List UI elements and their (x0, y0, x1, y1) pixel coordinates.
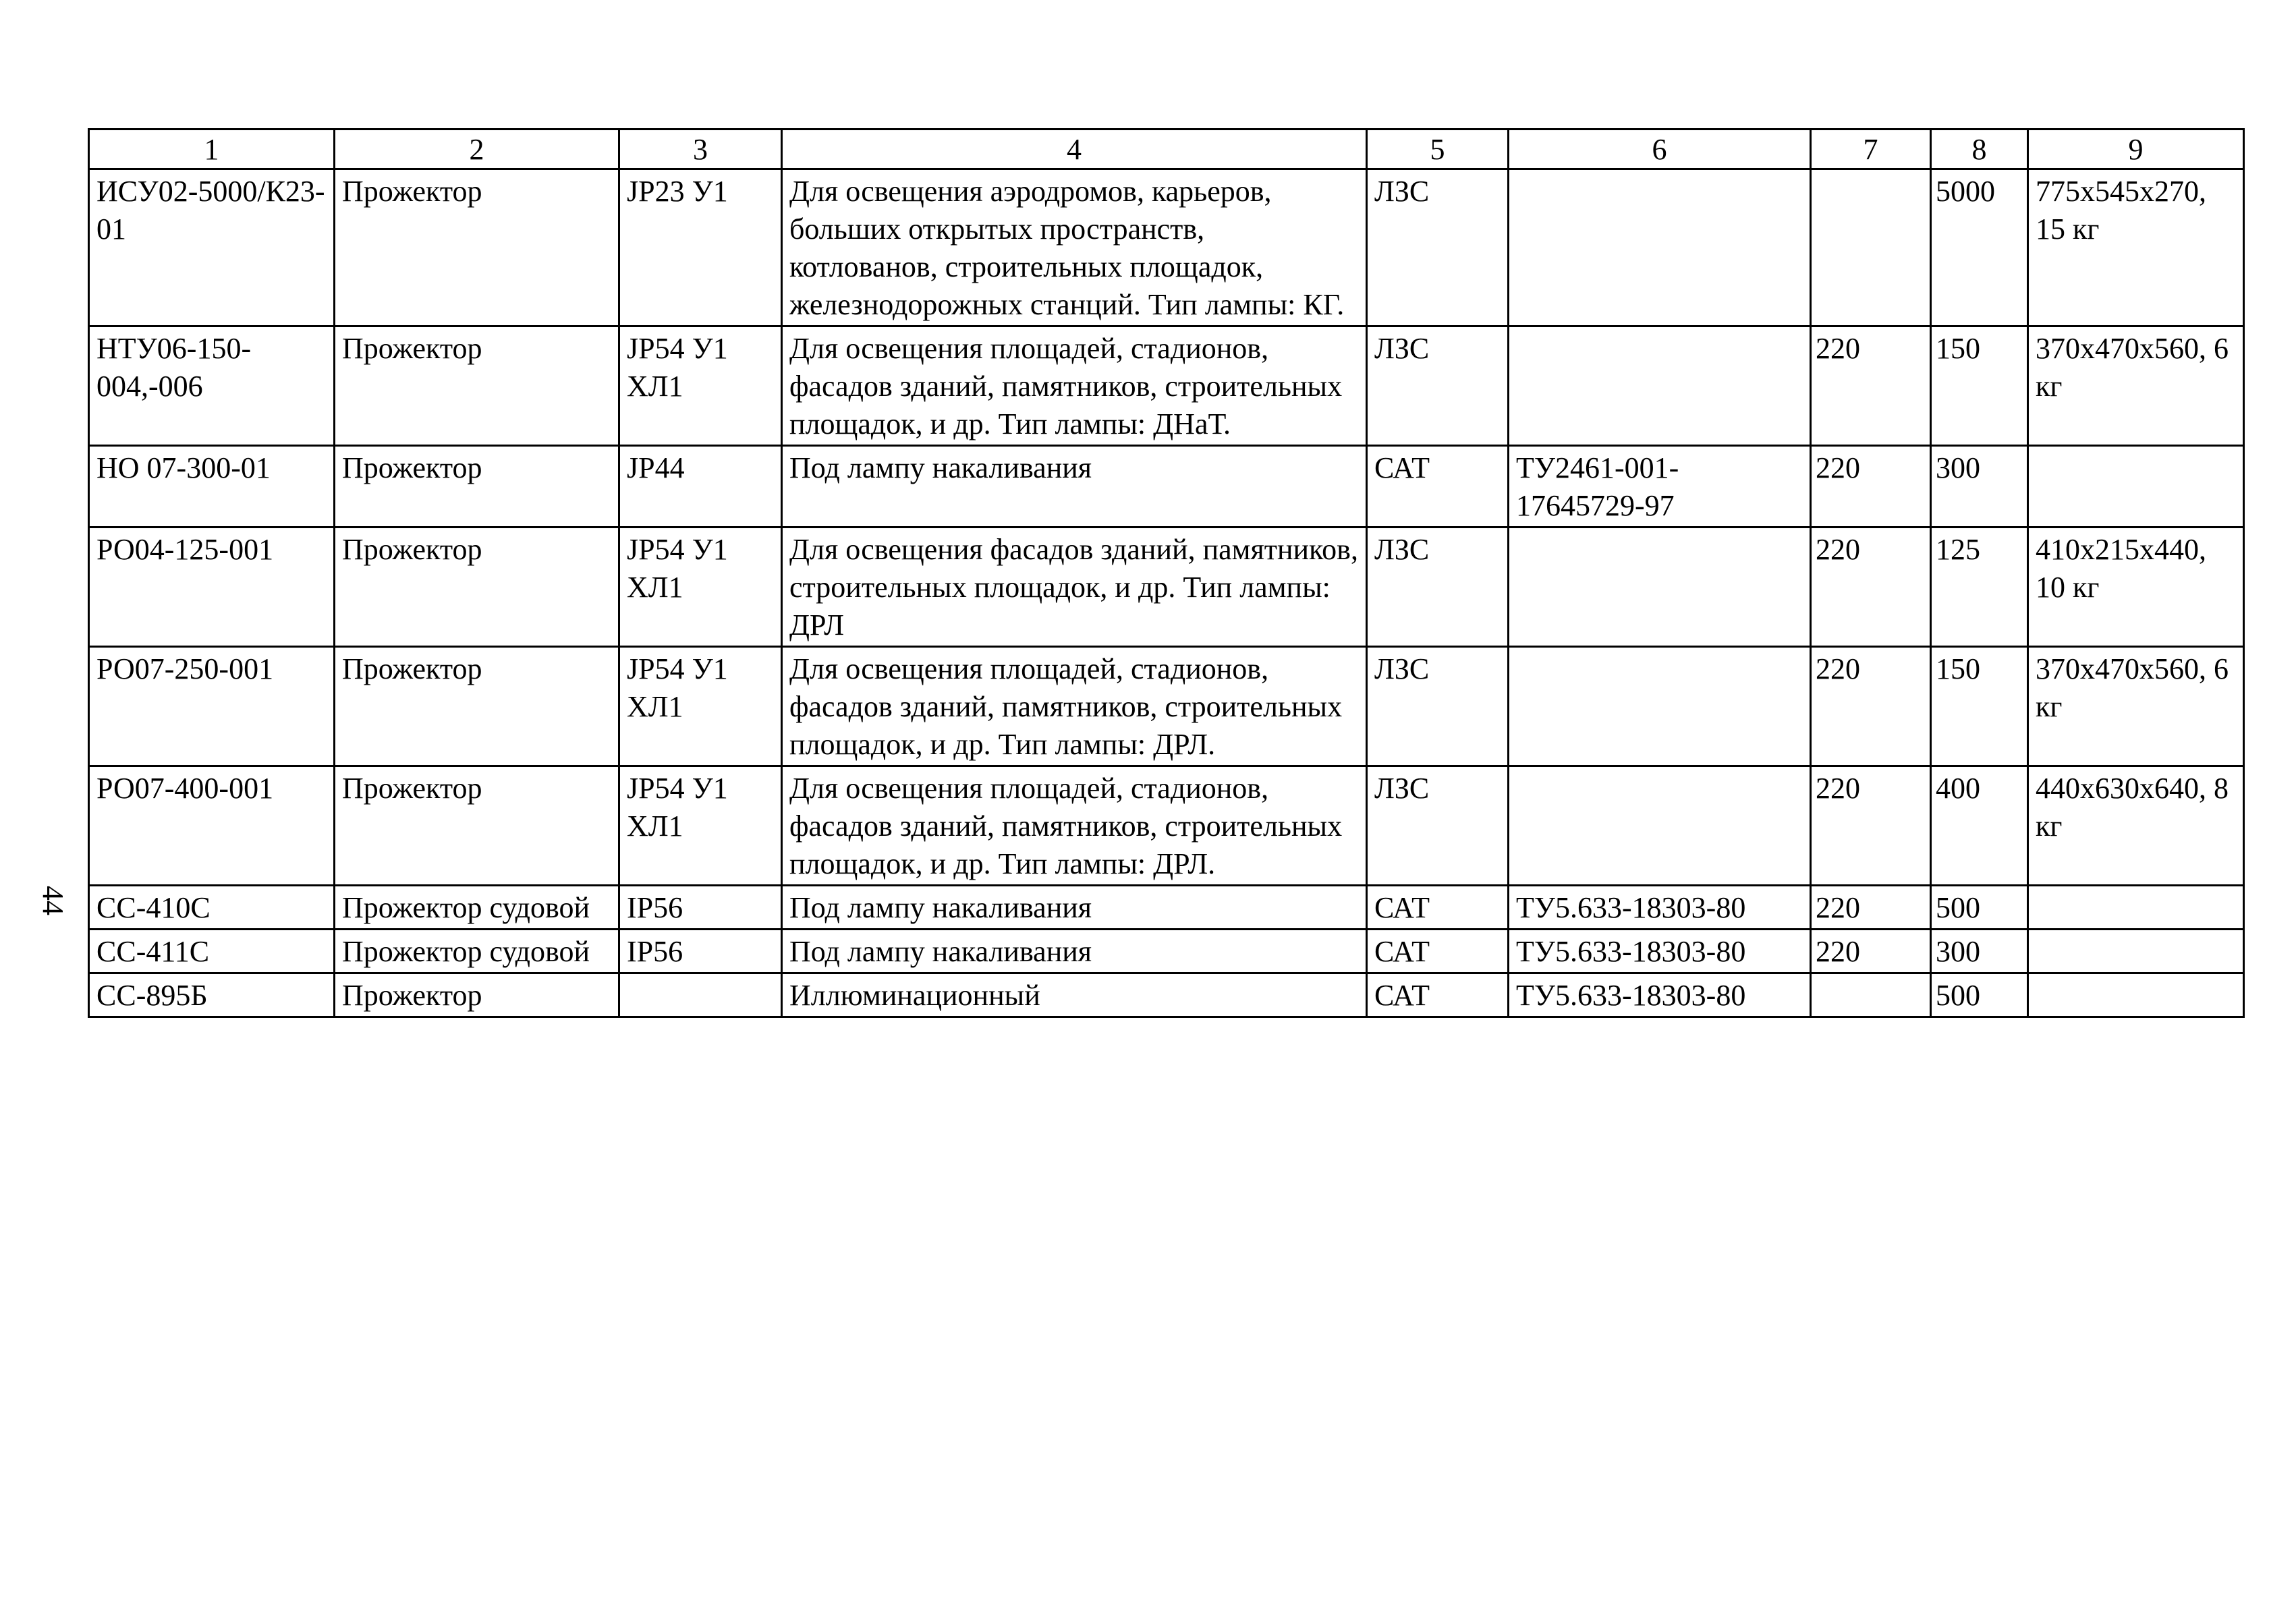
table-row (89, 647, 2244, 766)
model-cell: СС-410С (89, 886, 335, 930)
description-cell: Для освещения площадей, стадионов, фасадов зданий, памятников, строительных площадок, и др. Тип лампы: ДНаТ. (782, 326, 1367, 446)
description-cell: Под лампу накаливания (782, 886, 1367, 930)
header-row (89, 130, 2244, 169)
standard-cell (1509, 528, 1811, 647)
protection-cell: JР54 У1 ХЛ1 (619, 766, 782, 886)
description-cell: Под лампу накаливания (782, 930, 1367, 973)
table-row (89, 766, 2244, 886)
standard-cell: ТУ5.633-18303-80 (1509, 886, 1811, 930)
model-cell: РО07-400-001 (89, 766, 335, 886)
voltage-cell (1811, 169, 1931, 326)
protection-cell: JР54 У1 ХЛ1 (619, 647, 782, 766)
product-spec-table (88, 128, 2245, 1018)
dimensions-cell (2028, 930, 2244, 973)
table-row (89, 169, 2244, 326)
header-cell: 4 (782, 130, 1367, 169)
power-cell: 5000 (1931, 169, 2028, 326)
table-row (89, 446, 2244, 528)
type-cell: Прожектор судовой (335, 886, 619, 930)
model-cell: НТУ06-150-004,-006 (89, 326, 335, 446)
header-cell: 9 (2028, 130, 2244, 169)
dimensions-cell: 775x545x270, 15 кг (2028, 169, 2244, 326)
power-cell: 125 (1931, 528, 2028, 647)
voltage-cell (1811, 973, 1931, 1017)
model-cell: СС-411С (89, 930, 335, 973)
power-cell: 500 (1931, 886, 2028, 930)
description-cell: Иллюминационный (782, 973, 1367, 1017)
protection-cell: JР54 У1 ХЛ1 (619, 326, 782, 446)
voltage-cell: 220 (1811, 446, 1931, 528)
table-row (89, 528, 2244, 647)
voltage-cell: 220 (1811, 647, 1931, 766)
manufacturer-cell: САТ (1367, 886, 1509, 930)
model-cell: РО07-250-001 (89, 647, 335, 766)
model-cell: РО04-125-001 (89, 528, 335, 647)
header-cell: 6 (1509, 130, 1811, 169)
header-cell: 3 (619, 130, 782, 169)
type-cell: Прожектор (335, 326, 619, 446)
manufacturer-cell: ЛЗС (1367, 647, 1509, 766)
dimensions-cell (2028, 973, 2244, 1017)
manufacturer-cell: ЛЗС (1367, 169, 1509, 326)
power-cell: 150 (1931, 647, 2028, 766)
power-cell: 150 (1931, 326, 2028, 446)
voltage-cell: 220 (1811, 528, 1931, 647)
protection-cell: IР56 (619, 930, 782, 973)
protection-cell: JР54 У1 ХЛ1 (619, 528, 782, 647)
header-cell: 5 (1367, 130, 1509, 169)
description-cell: Для освещения площадей, стадионов, фасадов зданий, памятников, строительных площадок, и др. Тип лампы: ДРЛ. (782, 766, 1367, 886)
voltage-cell: 220 (1811, 326, 1931, 446)
dimensions-cell: 410x215x440, 10 кг (2028, 528, 2244, 647)
dimensions-cell: 370x470x560, 6 кг (2028, 647, 2244, 766)
standard-cell: ТУ5.633-18303-80 (1509, 930, 1811, 973)
model-cell: ИСУ02-5000/К23-01 (89, 169, 335, 326)
standard-cell (1509, 766, 1811, 886)
power-cell: 300 (1931, 930, 2028, 973)
table-row (89, 326, 2244, 446)
table-row (89, 886, 2244, 930)
model-cell: СС-895Б (89, 973, 335, 1017)
type-cell: Прожектор (335, 766, 619, 886)
header-cell: 1 (89, 130, 335, 169)
type-cell: Прожектор судовой (335, 930, 619, 973)
manufacturer-cell: САТ (1367, 446, 1509, 528)
protection-cell: JР23 У1 (619, 169, 782, 326)
power-cell: 300 (1931, 446, 2028, 528)
type-cell: Прожектор (335, 528, 619, 647)
table-row (89, 973, 2244, 1017)
manufacturer-cell: ЛЗС (1367, 528, 1509, 647)
protection-cell: JР44 (619, 446, 782, 528)
header-cell: 7 (1811, 130, 1931, 169)
manufacturer-cell: ЛЗС (1367, 326, 1509, 446)
page-number: 44 (36, 886, 69, 915)
power-cell: 400 (1931, 766, 2028, 886)
dimensions-cell: 440x630x640, 8 кг (2028, 766, 2244, 886)
dimensions-cell (2028, 886, 2244, 930)
table-row (89, 930, 2244, 973)
protection-cell (619, 973, 782, 1017)
standard-cell (1509, 169, 1811, 326)
dimensions-cell (2028, 446, 2244, 528)
manufacturer-cell: САТ (1367, 973, 1509, 1017)
type-cell: Прожектор (335, 169, 619, 326)
type-cell: Прожектор (335, 446, 619, 528)
voltage-cell: 220 (1811, 766, 1931, 886)
header-cell: 8 (1931, 130, 2028, 169)
description-cell: Под лампу накаливания (782, 446, 1367, 528)
dimensions-cell: 370x470x560, 6 кг (2028, 326, 2244, 446)
type-cell: Прожектор (335, 973, 619, 1017)
standard-cell: ТУ2461-001-17645729-97 (1509, 446, 1811, 528)
type-cell: Прожектор (335, 647, 619, 766)
protection-cell: IР56 (619, 886, 782, 930)
model-cell: НО 07-300-01 (89, 446, 335, 528)
description-cell: Для освещения аэродромов, карьеров, больших открытых пространств, котлованов, строительных площадок, железнодорожных станций. Тип лампы: КГ. (782, 169, 1367, 326)
manufacturer-cell: САТ (1367, 930, 1509, 973)
power-cell: 500 (1931, 973, 2028, 1017)
voltage-cell: 220 (1811, 886, 1931, 930)
manufacturer-cell: ЛЗС (1367, 766, 1509, 886)
description-cell: Для освещения фасадов зданий, памятников, строительных площадок, и др. Тип лампы: ДРЛ (782, 528, 1367, 647)
standard-cell (1509, 647, 1811, 766)
voltage-cell: 220 (1811, 930, 1931, 973)
standard-cell: ТУ5.633-18303-80 (1509, 973, 1811, 1017)
header-cell: 2 (335, 130, 619, 169)
standard-cell (1509, 326, 1811, 446)
description-cell: Для освещения площадей, стадионов, фасадов зданий, памятников, строительных площадок, и др. Тип лампы: ДРЛ. (782, 647, 1367, 766)
